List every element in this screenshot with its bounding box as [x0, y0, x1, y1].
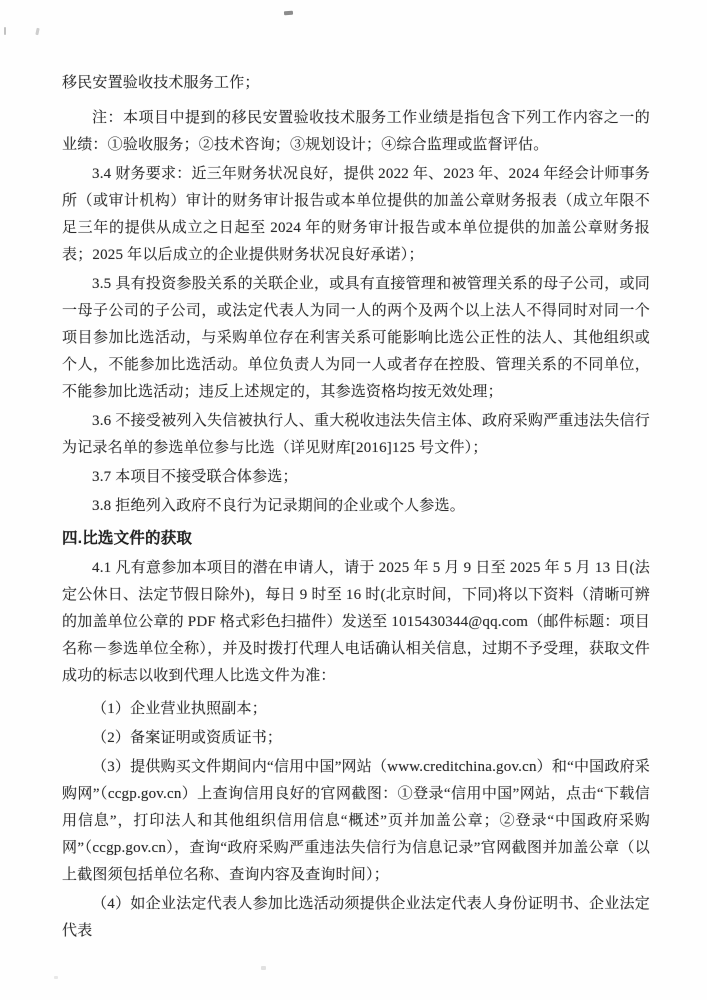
- scan-artifact: [261, 966, 266, 970]
- paragraph-3-4-finance: 3.4 财务要求：近三年财务状况良好，提供 2022 年、2023 年、2024 年经会计师事务所（或审计机构）审计的财务审计报告或本单位提供的加盖公章财务报表（成立年限不足三年的提供从成立之日起至 2024 年的财务审计报告或本单位提供的加盖公章财务报表；2025 年以后成立的企业提供财务状况良好承诺）；: [62, 166, 650, 263]
- paragraph-3-6-credit: 3.6 不接受被列入失信被执行人、重大税收违法失信主体、政府采购严重违法失信行为记录名单的参选单位参与比选（详见财库[2016]125 号文件）；: [62, 413, 650, 456]
- paragraph-note: 注：本项目中提到的移民安置验收技术服务工作业绩是指包含下列工作内容之一的业绩：①验收服务；②技术咨询；③规划设计；④综合监理或监督评估。: [62, 110, 650, 153]
- paragraph-item-2-certificate: （2）备案证明或资质证书；: [92, 730, 283, 746]
- paragraph-item-4-legal-rep: （4）如企业法定代表人参加比选活动须提供企业法定代表人身份证明书、企业法定代表: [62, 896, 650, 939]
- scan-artifact: [54, 976, 58, 979]
- document-content: [62, 70, 650, 947]
- scan-artifact: [35, 28, 39, 35]
- paragraph-4-1-obtain-docs: 4.1 凡有意参加本项目的潜在申请人，请于 2025 年 5 月 9 日至 2025 年 5 月 13 日(法定公休日、法定节假日除外)，每日 9 时至 16 时(北京时间，下同)将以下资料（清晰可辨的加盖单位公章的 PDF 格式彩色扫描件）发送至 1015430344@qq.com（邮件标题：项目名称－参选单位全称），并及时拨打代理人电话确认相关信息，过期不予受理，获取文件成功的标志以收到代理人比选文件为准：: [62, 560, 650, 684]
- paragraph-3-5-affiliates: 3.5 具有投资参股关系的关联企业，或具有直接管理和被管理关系的母子公司，或同一母子公司的子公司，或法定代表人为同一人的两个及两个以上法人不得同时对同一个项目参加比选活动，与采购单位存在利害关系可能影响比选公正性的法人、其他组织或个人，不能参加比选活动。单位负责人为同一人或者存在控股、管理关系的不同单位，不能参加比选活动；违反上述规定的，其参选资格均按无效处理；: [62, 276, 650, 400]
- paragraph-item-1-license: （1）企业营业执照副本；: [92, 701, 267, 717]
- paragraph-continuation: 移民安置验收技术服务工作；: [62, 75, 260, 91]
- section-heading-4: 四.比选文件的获取: [62, 530, 193, 547]
- paragraph-3-8-blacklist: 3.8 拒绝列入政府不良行为记录期间的企业或个人参选。: [92, 498, 465, 514]
- paragraph-item-3-credit-screenshots: （3）提供购买文件期间内“信用中国”网站（www.creditchina.gov.cn）和“中国政府采购网”（ccgp.gov.cn）上查询信用良好的官网截图：①登录“信用中国”网站，点击“下载信用信息”，打印法人和其他组织信用信息“概述”页并加盖公章；②登录“中国政府采购网”（ccgp.gov.cn），查询“政府采购严重违法失信行为信息记录”官网截图并加盖公章（以上截图须包括单位名称、查询内容及查询时间）；: [62, 759, 650, 883]
- paragraph-3-7-consortium: 3.7 本项目不接受联合体参选；: [92, 469, 298, 485]
- scan-artifact: [4, 27, 6, 35]
- scan-artifact: [284, 11, 293, 16]
